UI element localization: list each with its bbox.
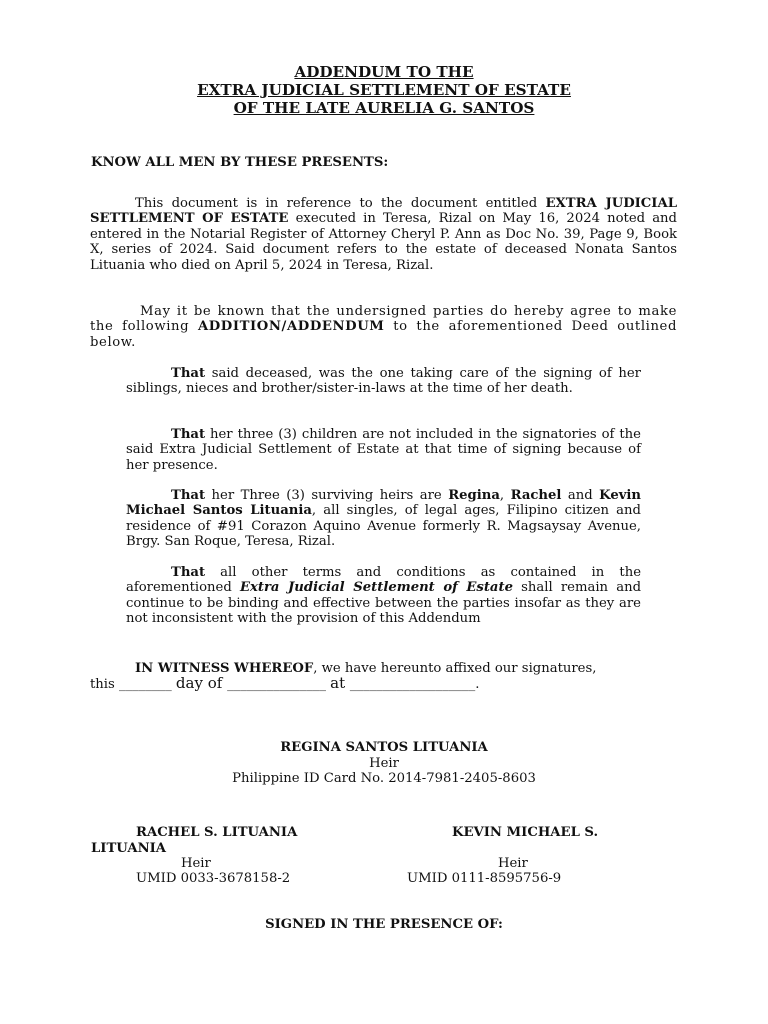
clause-3-that: That — [171, 488, 206, 503]
title-line-2: EXTRA JUDICIAL SETTLEMENT OF ESTATE — [197, 81, 571, 99]
witness-day-of: day of — [175, 674, 228, 693]
signatory-3-name: KEVIN MICHAEL S. — [452, 825, 599, 840]
paragraph-reference-details: executed in Teresa, Rizal on May 16, 2024 noted and entered in the Notarial Register of Attorney Cheryl P. Ann as Doc No. 39, Page 9, Book X, series of 2024. Said document refers to the estate of deceased Nonata Santos Lituania who died on April 5, 2024 in Teresa, Rizal. — [90, 211, 677, 273]
paragraph-agreement — [90, 304, 677, 350]
clause-4-that: That — [171, 565, 206, 580]
witness-text: , we have hereunto affixed our signatures, — [313, 661, 597, 676]
addition-addendum-label: ADDITION/ADDENDUM — [197, 319, 385, 335]
salutation: KNOW ALL MEN BY THESE PRESENTS: — [91, 155, 389, 170]
title-line-3: OF THE LATE AURELIA G. SANTOS — [233, 99, 535, 117]
clause-2-that: That — [171, 427, 206, 442]
heir-name-rachel: Rachel — [510, 488, 562, 503]
signatory-2-role: Heir — [181, 856, 211, 871]
signatory-1-name: REGINA SANTOS LITUANIA — [280, 740, 488, 755]
clause-3 — [126, 488, 641, 550]
signatory-2-name-wrap: LITUANIA — [91, 841, 167, 856]
heir-name-regina: Regina — [448, 488, 500, 503]
clause-4-document-title: Extra Judicial Settlement of Estate — [239, 580, 513, 596]
witness-day-blank: this ________ — [90, 677, 176, 693]
signatory-2-name: RACHEL S. LITUANIA — [136, 825, 298, 840]
signatory-3-role: Heir — [498, 856, 528, 871]
paragraph-reference — [90, 196, 677, 273]
witness-place-blank: ___________________. — [349, 677, 480, 693]
clause-4-text-end: shall remain and continue to be binding and effective between the parties insofar as they are not inconsistent with the provision of this Addendum — [126, 580, 642, 627]
clause-3-residence: , all singles, of legal ages, Filipino citizen and residence of #91 Corazon Aquino Avenue formerly R. Magsaysay Avenue, Brgy. San Roque, Teresa, Rizal. — [126, 503, 641, 550]
clause-4 — [126, 565, 641, 627]
title-line-1: ADDENDUM TO THE — [294, 63, 474, 81]
signatory-1-id: Philippine ID Card No. 2014-7981-2405-8603 — [232, 771, 536, 786]
signatory-1-role: Heir — [369, 756, 399, 771]
clause-4-text: all other terms and conditions as contained in the aforementioned — [126, 565, 641, 596]
clause-3-text: her Three (3) surviving heirs are — [205, 488, 449, 503]
witness-heading: IN WITNESS WHEREOF — [135, 661, 314, 676]
signed-in-presence-heading: SIGNED IN THE PRESENCE OF: — [265, 917, 503, 932]
witness-at: at — [330, 674, 350, 693]
clause-2-text: her three (3) children are not included in the signatories of the said Extra Judicial Settlement of Estate at that time of signing because of her presence. — [126, 427, 641, 473]
separator: and — [561, 488, 600, 503]
witness-clause — [90, 661, 680, 693]
paragraph-agreement-text: May it be known that the undersigned parties do hereby agree to make the following — [90, 304, 677, 335]
clause-2 — [126, 427, 641, 473]
paragraph-agreement-end: to the aforementioned Deed outlined below. — [90, 319, 677, 350]
clause-1-text: said deceased, was the one taking care of the signing of her siblings, nieces and brother/sister-in-laws at the time of her death. — [126, 366, 641, 397]
clause-1 — [126, 366, 641, 397]
witness-month-blank: _______________ — [227, 677, 331, 693]
signatory-3-id: UMID 0111-8595756-9 — [407, 871, 562, 886]
separator: , — [499, 488, 511, 503]
document-title-reference: EXTRA JUDICIAL SETTLEMENT OF ESTATE — [90, 196, 677, 227]
paragraph-reference-text: This document is in reference to the document entitled — [135, 196, 546, 211]
signatory-2-id: UMID 0033-3678158-2 — [136, 871, 291, 886]
clause-1-that: That — [171, 366, 206, 381]
heir-name-kevin: Kevin Michael Santos Lituania — [126, 488, 641, 519]
